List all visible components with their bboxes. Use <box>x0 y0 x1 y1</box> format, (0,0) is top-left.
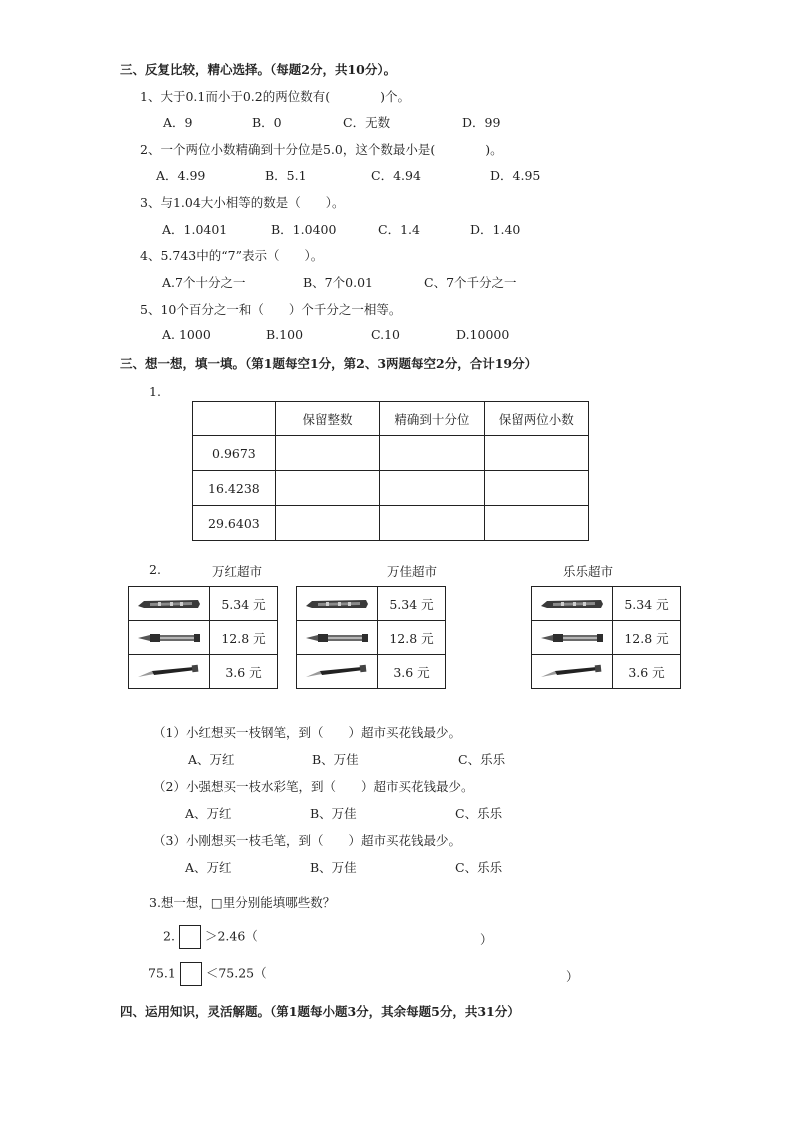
store-name: 乐乐超市 <box>563 564 614 579</box>
price-cell: 12.8 元 <box>613 621 681 655</box>
option: C．无数 <box>343 115 391 130</box>
price-cell: 3.6 元 <box>613 655 681 689</box>
sub-question-2: （2）小强想买一枝水彩笔，到（ ）超市买花钱最少。 <box>153 779 474 794</box>
table-header: 保留整数 <box>275 402 379 436</box>
sub-question-3: （3）小刚想买一枝毛笔，到（ ）超市买花钱最少。 <box>153 833 461 848</box>
option: B．0 <box>252 115 282 130</box>
table-row-label: 29.6403 <box>193 506 276 541</box>
table-row <box>193 506 589 541</box>
sub-question-1: （1）小红想买一枝钢笔，到（ ）超市买花钱最少。 <box>153 725 461 740</box>
question-1: 1、大于0.1而小于0.2的两位数有( )个。 <box>140 89 410 104</box>
section-heading-fill: 三、想一想，填一填。（第1题每空1分，第2、3两题每空2分，合计19分） <box>120 356 538 371</box>
table-row <box>297 621 446 655</box>
option: D．1.40 <box>470 222 521 237</box>
question-2-label: 2. <box>149 562 161 577</box>
option: A、万红 <box>185 860 232 875</box>
watercolor-pen-icon <box>304 597 370 611</box>
option: C．1.4 <box>378 222 420 237</box>
price-cell: 12.8 元 <box>378 621 446 655</box>
inequality-close: ） <box>480 932 493 947</box>
table-row <box>129 621 278 655</box>
answer-cell[interactable] <box>380 506 484 541</box>
option: B、万佳 <box>312 752 359 767</box>
fountain-pen-icon <box>304 631 370 645</box>
watercolor-pen-icon <box>136 597 202 611</box>
question-3: 3、与1.04大小相等的数是（ ）。 <box>140 195 345 210</box>
table-header-empty <box>193 402 276 436</box>
option: B．5.1 <box>265 168 307 183</box>
rounding-table <box>192 401 589 541</box>
section-heading-apply: 四、运用知识，灵活解题。（第1题每小题3分，其余每题5分，共31分） <box>120 1004 520 1019</box>
store-price-table-wanjia <box>296 586 446 689</box>
option: C、乐乐 <box>458 752 506 767</box>
option: B.100 <box>266 327 304 342</box>
table-row <box>193 471 589 506</box>
option: B、万佳 <box>310 806 357 821</box>
option: A. 1000 <box>162 327 211 342</box>
store-price-table-lele <box>531 586 681 689</box>
watercolor-pen-icon <box>539 597 605 611</box>
answer-cell[interactable] <box>275 506 379 541</box>
fountain-pen-icon <box>136 631 202 645</box>
option: C.10 <box>371 327 400 342</box>
table-row <box>297 655 446 689</box>
store-name: 万红超市 <box>212 564 263 579</box>
option: A．1.0401 <box>162 222 228 237</box>
question-3-text: 3.想一想，□里分别能填哪些数？ <box>149 895 336 910</box>
option: A．4.99 <box>156 168 206 183</box>
brush-pen-icon <box>539 664 605 680</box>
answer-box[interactable] <box>180 962 202 986</box>
price-cell: 3.6 元 <box>210 655 278 689</box>
option: D.10000 <box>456 327 510 342</box>
table-row <box>532 621 681 655</box>
answer-cell[interactable] <box>380 436 484 471</box>
table-row <box>129 587 278 621</box>
answer-cell[interactable] <box>380 471 484 506</box>
store-price-table-wanhong <box>128 586 278 689</box>
option: A．9 <box>163 115 193 130</box>
brush-pen-icon <box>304 664 370 680</box>
inequality-prefix: 2. <box>163 928 175 944</box>
price-cell: 5.34 元 <box>210 587 278 621</box>
option: C、7个千分之一 <box>424 275 517 290</box>
table-row <box>297 587 446 621</box>
option: D．4.95 <box>490 168 541 183</box>
option: A、万红 <box>188 752 235 767</box>
option: D．99 <box>462 115 501 130</box>
price-cell: 5.34 元 <box>378 587 446 621</box>
option: A、万红 <box>185 806 232 821</box>
question-5: 5、10个百分之一和（ ）个千分之一相等。 <box>140 302 402 317</box>
table-row <box>532 587 681 621</box>
option: B．1.0400 <box>271 222 337 237</box>
option: B、7个0.01 <box>303 275 373 290</box>
option: C、乐乐 <box>455 860 503 875</box>
inequality-suffix: ＞2.46（ <box>204 928 258 944</box>
price-cell: 5.34 元 <box>613 587 681 621</box>
section-heading-choice: 三、反复比较，精心选择。（每题2分，共10分）。 <box>120 62 397 77</box>
question-4: 4、5.743中的“7”表示（ ）。 <box>140 248 324 263</box>
inequality-2 <box>148 962 267 986</box>
inequality-prefix: 75.1 <box>148 965 176 981</box>
option: A.7个十分之一 <box>162 275 246 290</box>
table-row-label: 0.9673 <box>193 436 276 471</box>
answer-box[interactable] <box>179 925 201 949</box>
question-2: 2、一个两位小数精确到十分位是5.0，这个数最小是( )。 <box>140 142 503 157</box>
answer-cell[interactable] <box>484 506 588 541</box>
answer-cell[interactable] <box>484 436 588 471</box>
option: B、万佳 <box>310 860 357 875</box>
option: C．4.94 <box>371 168 421 183</box>
inequality-close: ） <box>566 969 579 984</box>
answer-cell[interactable] <box>275 436 379 471</box>
fountain-pen-icon <box>539 631 605 645</box>
table-row <box>193 436 589 471</box>
inequality-suffix: ＜75.25（ <box>205 965 267 981</box>
table-header: 保留两位小数 <box>484 402 588 436</box>
inequality-1 <box>163 925 258 949</box>
store-name: 万佳超市 <box>387 564 438 579</box>
answer-cell[interactable] <box>484 471 588 506</box>
brush-pen-icon <box>136 664 202 680</box>
option: C、乐乐 <box>455 806 503 821</box>
price-cell: 12.8 元 <box>210 621 278 655</box>
answer-cell[interactable] <box>275 471 379 506</box>
question-1-label: 1. <box>149 384 161 399</box>
table-row-label: 16.4238 <box>193 471 276 506</box>
price-cell: 3.6 元 <box>378 655 446 689</box>
table-row <box>532 655 681 689</box>
table-row <box>129 655 278 689</box>
table-header: 精确到十分位 <box>380 402 484 436</box>
